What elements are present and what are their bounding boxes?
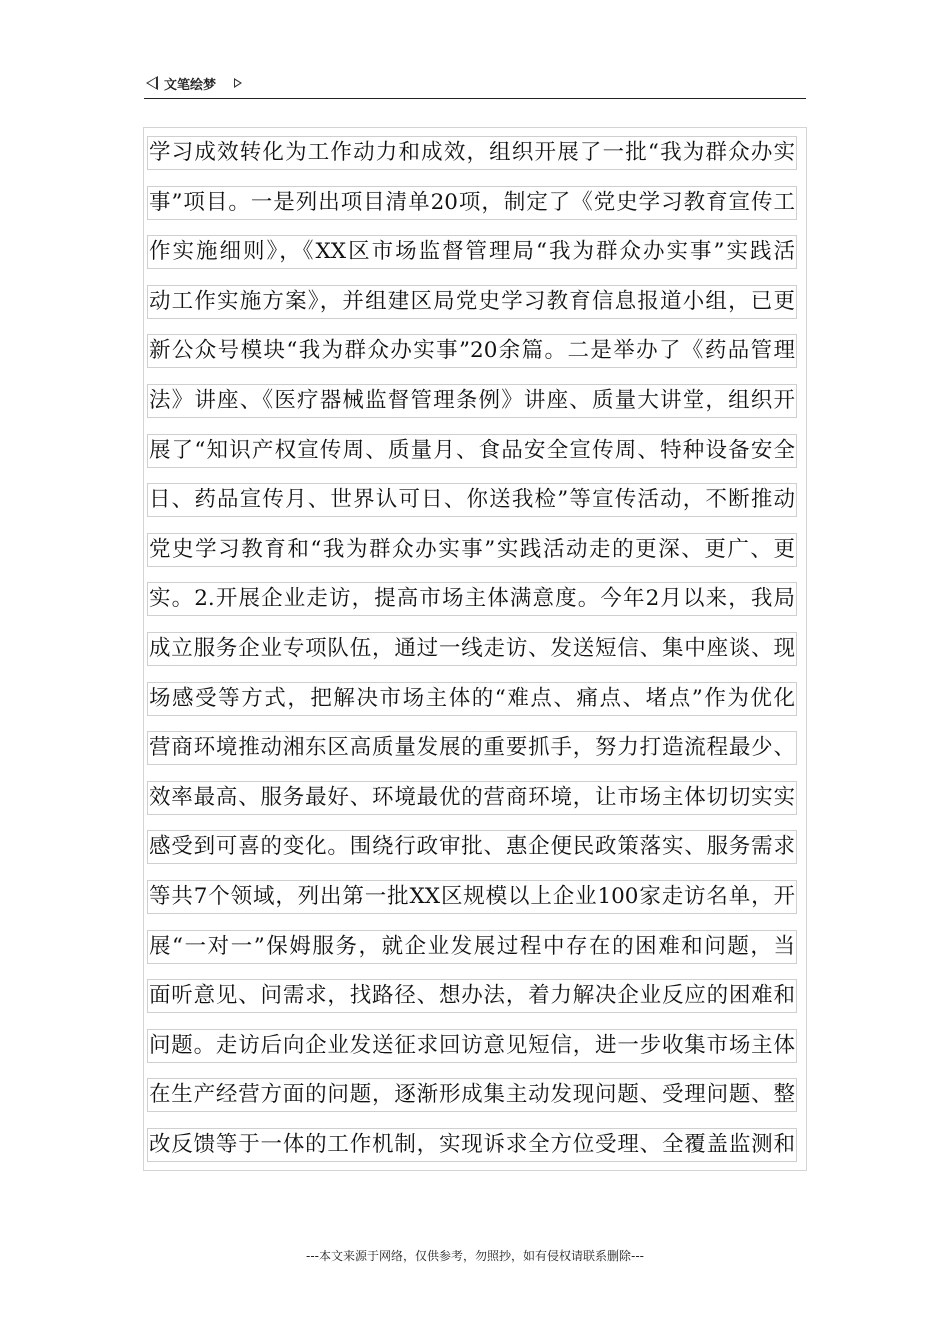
right-triangle-icon <box>234 78 242 88</box>
body-line: 成立服务企业专项队伍，通过一线走访、发送短信、集中座谈、现 <box>147 632 797 666</box>
body-line: 实。2.开展企业走访，提高市场主体满意度。今年2月以来，我局 <box>147 582 797 616</box>
body-line: 党史学习教育和“我为群众办实事”实践活动走的更深、更广、更 <box>147 533 797 567</box>
body-line: 问题。走访后向企业发送征求回访意见短信，进一步收集市场主体 <box>147 1029 797 1063</box>
page-header <box>144 72 806 99</box>
body-line: 新公众号模块“我为群众办实事”20余篇。二是举办了《药品管理 <box>147 334 797 368</box>
body-line: 事”项目。一是列出项目清单20项，制定了《党史学习教育宣传工 <box>147 186 797 220</box>
body-line: 学习成效转化为工作动力和成效，组织开展了一批“我为群众办实 <box>147 136 797 170</box>
body-line: 日、药品宣传月、世界认可日、你送我检”等宣传活动，不断推动 <box>147 483 797 517</box>
body-line: 在生产经营方面的问题，逐渐形成集主动发现问题、受理问题、整 <box>147 1078 797 1112</box>
body-line: 展了“知识产权宣传周、质量月、食品安全宣传周、特种设备安全 <box>147 434 797 468</box>
body-line: 面听意见、问需求，找路径、想办法，着力解决企业反应的困难和 <box>147 979 797 1013</box>
left-triangle-icon <box>146 76 158 90</box>
body-line: 营商环境推动湘东区高质量发展的重要抓手，努力打造流程最少、 <box>147 731 797 765</box>
body-line: 法》讲座、《医疗器械监督管理条例》讲座、质量大讲堂，组织开 <box>147 384 797 418</box>
footer-disclaimer: ---本文来源于网络，仅供参考，勿照抄，如有侵权请联系删除--- <box>306 1249 644 1263</box>
body-line: 作实施细则》，《XX区市场监督管理局“我为群众办实事”实践活 <box>147 235 797 269</box>
body-line: 效率最高、服务最好、环境最优的营商环境，让市场主体切切实实 <box>147 781 797 815</box>
body-line: 等共7个领域，列出第一批XX区规模以上企业100家走访名单，开 <box>147 880 797 914</box>
brand-title: 文笔绘梦 <box>164 78 217 93</box>
body-line: 场感受等方式，把解决市场主体的“难点、痛点、堵点”作为优化 <box>147 682 797 716</box>
body-line: 动工作实施方案》，并组建区局党史学习教育信息报道小组，已更 <box>147 285 797 319</box>
body-line: 展“一对一”保姆服务，就企业发展过程中存在的困难和问题，当 <box>147 930 797 964</box>
body-line: 感受到可喜的变化。围绕行政审批、惠企便民政策落实、服务需求 <box>147 830 797 864</box>
body-line: 改反馈等于一体的工作机制，实现诉求全方位受理、全覆盖监测和 <box>147 1128 797 1162</box>
